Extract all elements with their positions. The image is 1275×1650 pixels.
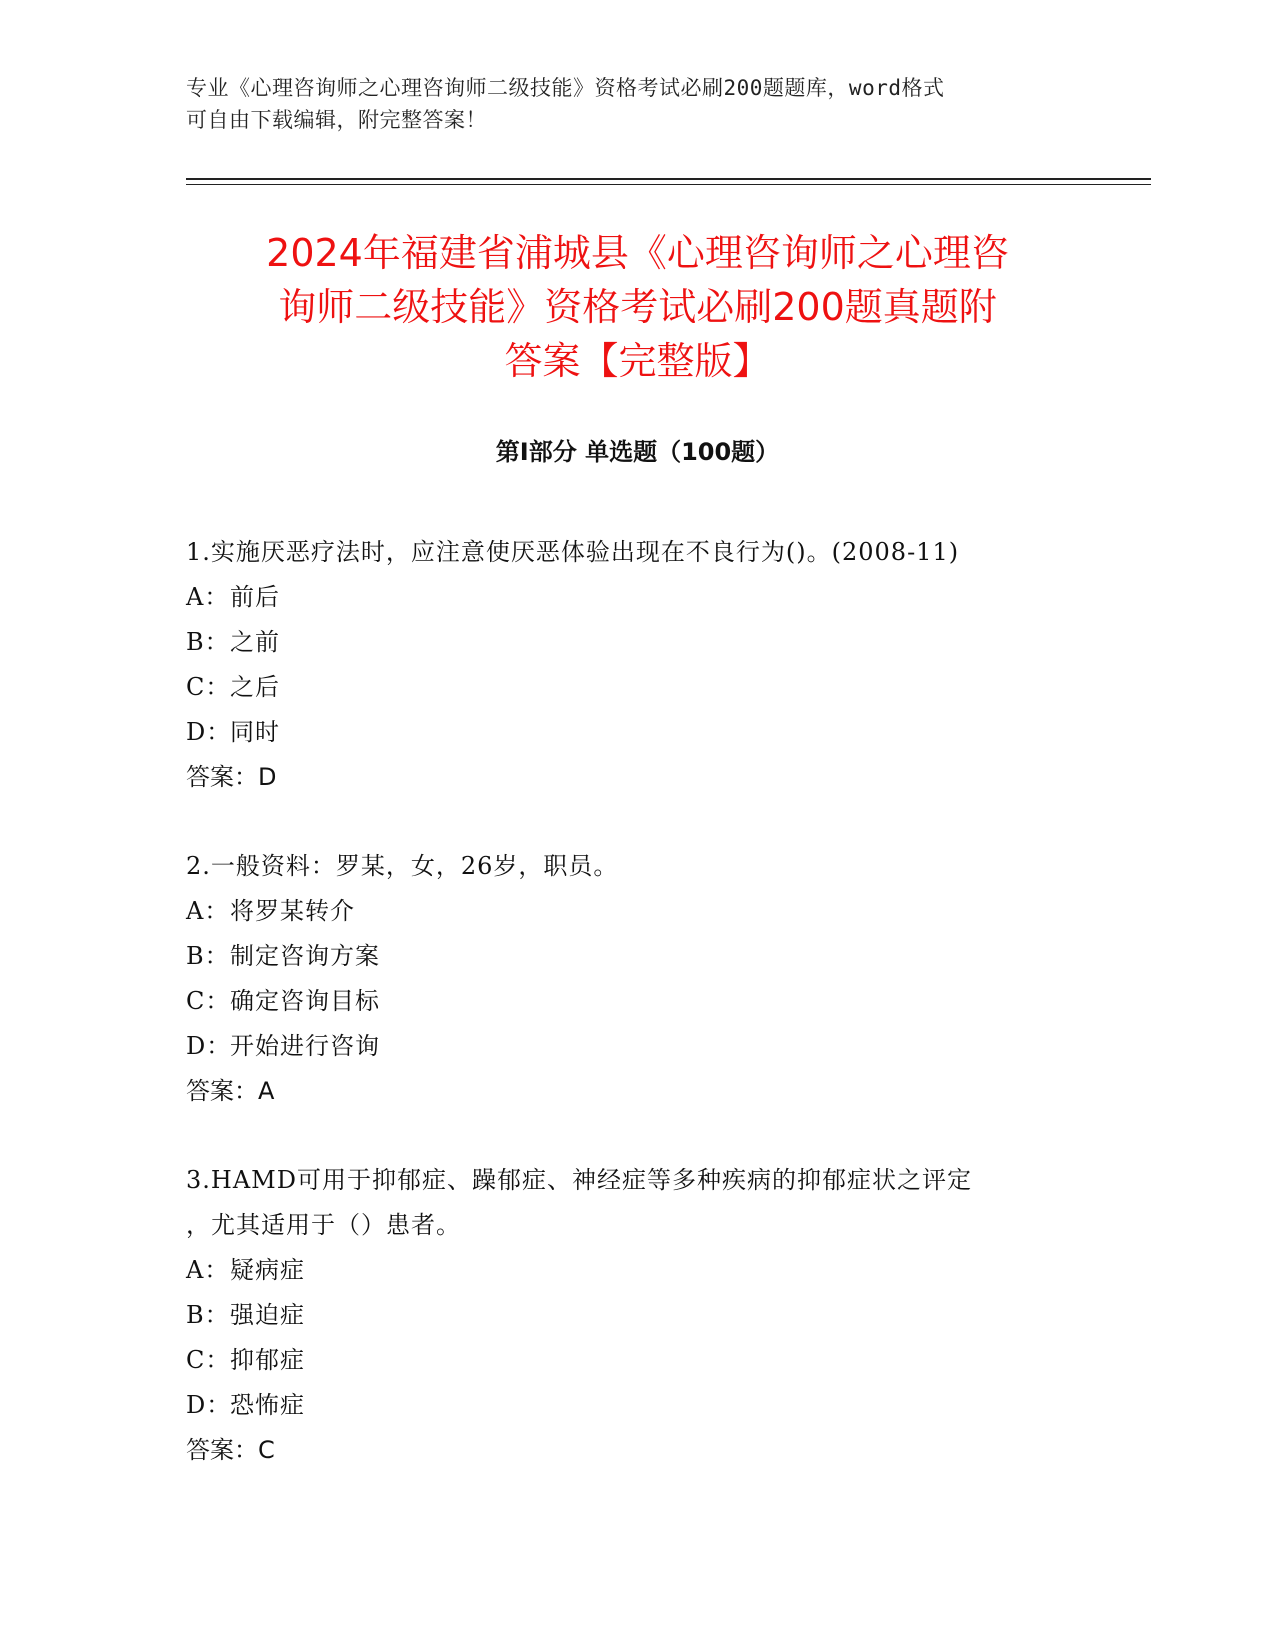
option-a	[186, 575, 1086, 620]
question-stem: 2.一般资料：罗某，女，26岁，职员。	[186, 852, 619, 880]
option-letter: D：	[186, 1032, 232, 1060]
option-text: 确定咨询目标	[230, 987, 380, 1015]
option-text: 疑病症	[230, 1256, 305, 1284]
option-a	[186, 1248, 1086, 1293]
option-text: 将罗某转介	[230, 897, 355, 925]
option-text: 制定咨询方案	[230, 942, 380, 970]
option-letter: B：	[186, 1301, 230, 1329]
question-stem: 3.HAMD可用于抑郁症、躁郁症、神经症等多种疾病的抑郁症状之评定	[186, 1166, 972, 1194]
answer: 答案：C	[186, 1436, 275, 1464]
option-b	[186, 934, 1086, 979]
option-letter: D：	[186, 1391, 232, 1419]
option-text: 恐怖症	[230, 1391, 305, 1419]
option-text: 开始进行咨询	[230, 1032, 380, 1060]
header-rule-thin	[186, 184, 1151, 185]
section-title: 第Ⅰ部分 单选题（100题）	[495, 438, 780, 466]
option-letter: A：	[186, 897, 230, 925]
option-letter: C：	[186, 987, 231, 1015]
option-text: 同时	[230, 718, 280, 746]
answer: 答案：D	[186, 763, 277, 791]
option-text: 强迫症	[230, 1301, 305, 1329]
option-letter: D：	[186, 718, 232, 746]
option-text: 前后	[230, 583, 280, 611]
question-2	[186, 844, 1086, 1114]
option-c	[186, 1338, 1086, 1383]
option-b	[186, 620, 1086, 665]
header-note-line-1: 专业《心理咨询师之心理咨询师二级技能》资格考试必刷200题题库，word格式	[186, 76, 945, 100]
option-text: 抑郁症	[230, 1346, 305, 1374]
option-letter: C：	[186, 673, 231, 701]
question-list	[186, 530, 1086, 1517]
option-a	[186, 889, 1086, 934]
option-letter: A：	[186, 583, 230, 611]
option-b	[186, 1293, 1086, 1338]
document-title-line-2: 询师二级技能》资格考试必刷200题真题附	[278, 285, 997, 329]
option-c	[186, 979, 1086, 1024]
header-note-line-2: 可自由下载编辑，附完整答案！	[186, 108, 487, 132]
option-letter: A：	[186, 1256, 230, 1284]
question-stem: 1.实施厌恶疗法时，应注意使厌恶体验出现在不良行为()。(2008-11)	[186, 538, 960, 566]
question-1	[186, 530, 1086, 800]
option-text: 之前	[230, 628, 280, 656]
document-title	[150, 226, 1125, 388]
option-d	[186, 710, 1086, 755]
option-letter: B：	[186, 942, 230, 970]
option-d	[186, 1383, 1086, 1428]
option-text: 之后	[230, 673, 280, 701]
header-note	[186, 72, 1066, 136]
question-3	[186, 1158, 1086, 1473]
option-d	[186, 1024, 1086, 1069]
option-letter: B：	[186, 628, 230, 656]
question-stem-continued: ，尤其适用于（）患者。	[186, 1211, 461, 1239]
header-rule-thick	[186, 178, 1151, 180]
answer: 答案：A	[186, 1077, 275, 1105]
option-letter: C：	[186, 1346, 231, 1374]
document-title-line-1: 2024年福建省浦城县《心理咨询师之心理咨	[266, 231, 1009, 275]
document-title-line-3: 答案【完整版】	[504, 339, 771, 383]
option-c	[186, 665, 1086, 710]
